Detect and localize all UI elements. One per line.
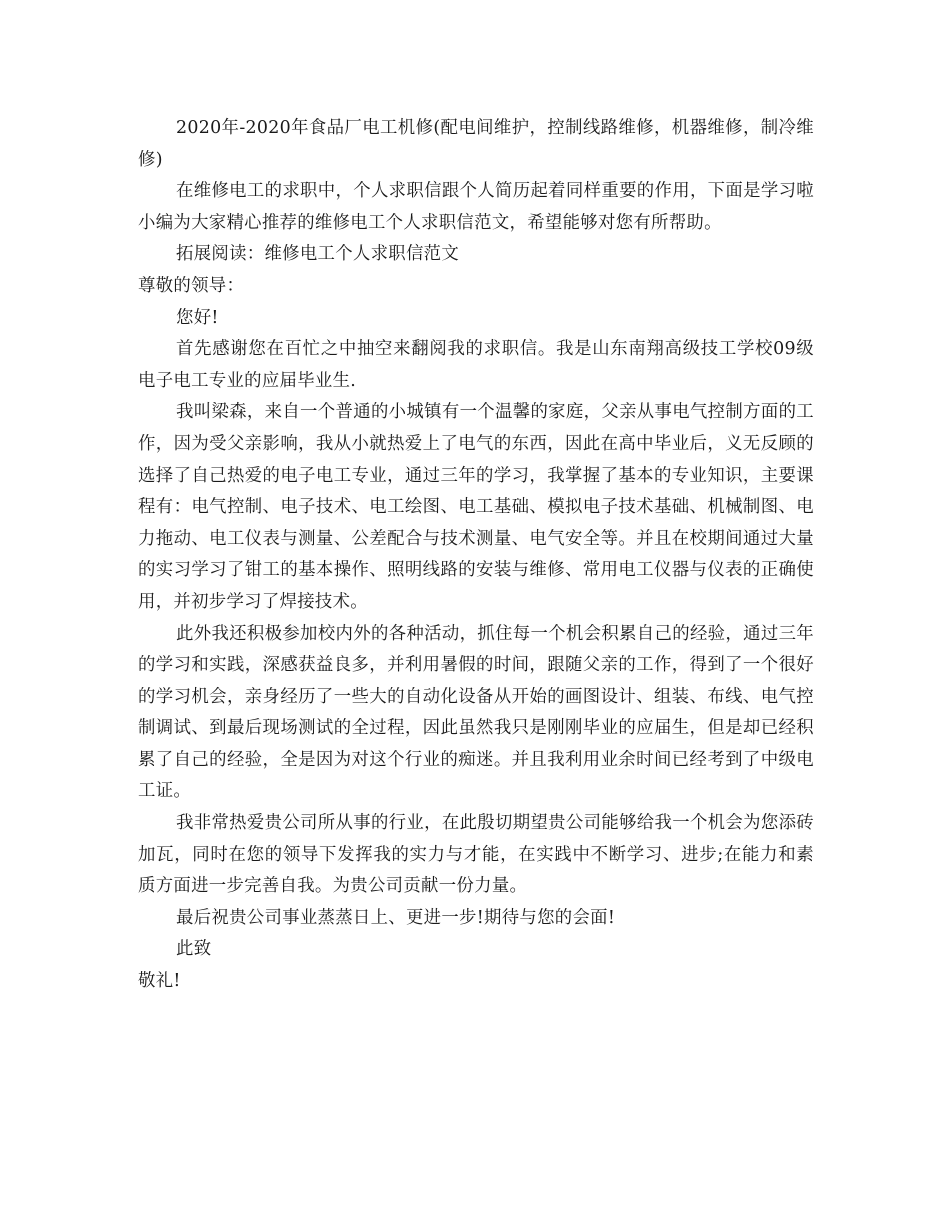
body-paragraph-request: 我非常热爱贵公司所从事的行业，在此殷切期望贵公司能够给我一个机会为您添砖加瓦，同时在您的领导下发挥我的实力与才能，在实践中不断学习、进步;在能力和素质方面进一步完善自我。为贵公司贡献一份力量。 <box>138 813 814 897</box>
salutation: 尊敬的领导： <box>138 275 245 296</box>
closing-salute: 敬礼! <box>138 971 181 992</box>
job-title-paragraph: 2020年-2020年食品厂电工机修(配电间维护，控制线路维修，机器维修，制冷维修) <box>138 118 814 170</box>
closing-wish: 最后祝贵公司事业蒸蒸日上、更进一步!期待与您的会面! <box>176 907 616 928</box>
body-paragraph-background: 我叫梁森，来自一个普通的小城镇有一个温馨的家庭，父亲从事电气控制方面的工作，因为受父亲影响，我从小就热爱上了电气的东西，因此在高中毕业后，义无反顾的选择了自己热爱的电子电工专业，通过三年的学习，我掌握了基本的专业知识，主要课程有：电气控制、电子技术、电工绘图、电工基础、模拟电子技术基础、机械制图、电力拖动、电工仪表与测量、公差配合与技术测量、电气安全等。并且在校期间通过大量的实习学习了钳工的基本操作、照明线路的安装与维修、常用电工仪器与仪表的正确使用，并初步学习了焊接技术。 <box>138 402 814 612</box>
document-body <box>138 113 814 998</box>
closing-phrase: 此致 <box>176 939 212 960</box>
greeting: 您好! <box>176 307 219 328</box>
extended-reading-line: 拓展阅读：维修电工个人求职信范文 <box>176 244 460 265</box>
intro-paragraph: 在维修电工的求职中，个人求职信跟个人简历起着同样重要的作用，下面是学习啦小编为大家精心推荐的维修电工个人求职信范文，希望能够对您有所帮助。 <box>138 181 814 233</box>
body-paragraph-experience: 此外我还积极参加校内外的各种活动，抓住每一个机会积累自己的经验，通过三年的学习和实践，深感获益良多，并利用暑假的时间，跟随父亲的工作，得到了一个很好的学习机会，亲身经历了一些大的自动化设备从开始的画图设计、组装、布线、电气控制调试、到最后现场测试的全过程，因此虽然我只是刚刚毕业的应届生，但是却已经积累了自己的经验，全是因为对这个行业的痴迷。并且我利用业余时间已经考到了中级电工证。 <box>138 623 814 802</box>
body-paragraph-thanks: 首先感谢您在百忙之中抽空来翻阅我的求职信。我是山东南翔高级技工学校09级电子电工专业的应届毕业生. <box>138 339 814 391</box>
